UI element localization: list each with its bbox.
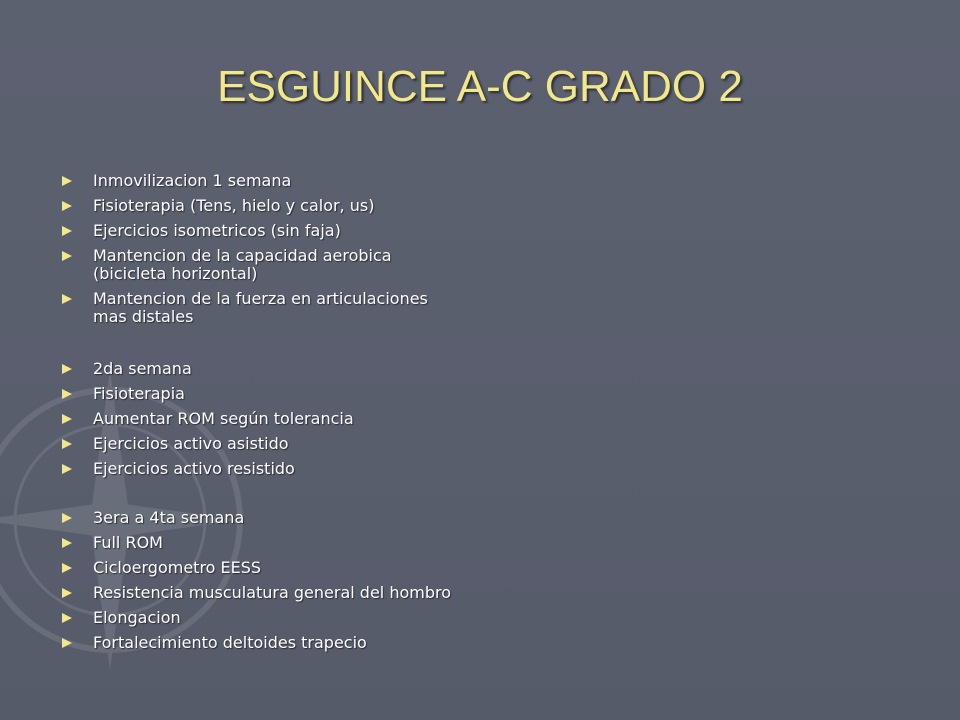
list-item-text: Cicloergometro EESS — [93, 558, 262, 577]
triangle-pointer-icon — [62, 389, 72, 399]
list-item — [62, 584, 451, 602]
triangle-pointer-icon — [62, 513, 72, 523]
bullet-group-weeks-3-4 — [62, 509, 451, 659]
triangle-pointer-icon — [62, 251, 72, 261]
triangle-pointer-icon — [62, 588, 72, 598]
list-item-text: Fisioterapia — [93, 384, 185, 403]
list-item-text: Full ROM — [93, 533, 163, 552]
list-item — [62, 559, 451, 577]
triangle-pointer-icon — [62, 294, 72, 304]
list-item-text: Inmovilizacion 1 semana — [93, 171, 292, 190]
list-item-text-continued: (bicicleta horizontal) — [93, 264, 258, 283]
list-item — [62, 385, 354, 403]
list-item — [62, 609, 451, 627]
list-item-text: Ejercicios activo asistido — [93, 434, 289, 453]
list-item — [62, 222, 428, 240]
triangle-pointer-icon — [62, 176, 72, 186]
list-item-text: 3era a 4ta semana — [93, 508, 245, 527]
triangle-pointer-icon — [62, 464, 72, 474]
list-item — [62, 509, 451, 527]
list-item-text: Fortalecimiento deltoides trapecio — [93, 633, 367, 652]
bullet-group-week-1 — [62, 172, 428, 333]
list-item-text: Fisioterapia (Tens, hielo y calor, us) — [93, 196, 375, 215]
list-item-text: Ejercicios isometricos (sin faja) — [93, 221, 341, 240]
triangle-pointer-icon — [62, 563, 72, 573]
list-item — [62, 634, 451, 652]
triangle-pointer-icon — [62, 638, 72, 648]
list-item-text-continued: mas distales — [93, 307, 194, 326]
bullet-group-week-2 — [62, 360, 354, 485]
triangle-pointer-icon — [62, 613, 72, 623]
list-item — [62, 435, 354, 453]
list-item-text: Mantencion de la capacidad aerobica — [93, 246, 392, 265]
list-item — [62, 197, 428, 215]
slide-title: ESGUINCE A-C GRADO 2 — [217, 62, 743, 111]
list-item-text: 2da semana — [93, 359, 192, 378]
triangle-pointer-icon — [62, 201, 72, 211]
list-item — [62, 360, 354, 378]
list-item — [62, 172, 428, 190]
list-item — [62, 460, 354, 478]
list-item — [62, 247, 428, 283]
list-item-text: Resistencia musculatura general del hombro — [93, 583, 451, 602]
list-item-text: Mantencion de la fuerza en articulaciones — [93, 289, 428, 308]
triangle-pointer-icon — [62, 226, 72, 236]
list-item-text: Ejercicios activo resistido — [93, 459, 295, 478]
list-item — [62, 534, 451, 552]
triangle-pointer-icon — [62, 364, 72, 374]
triangle-pointer-icon — [62, 538, 72, 548]
list-item — [62, 410, 354, 428]
list-item — [62, 290, 428, 326]
list-item-text: Aumentar ROM según tolerancia — [93, 409, 354, 428]
list-item-text: Elongacion — [93, 608, 181, 627]
triangle-pointer-icon — [62, 439, 72, 449]
triangle-pointer-icon — [62, 414, 72, 424]
